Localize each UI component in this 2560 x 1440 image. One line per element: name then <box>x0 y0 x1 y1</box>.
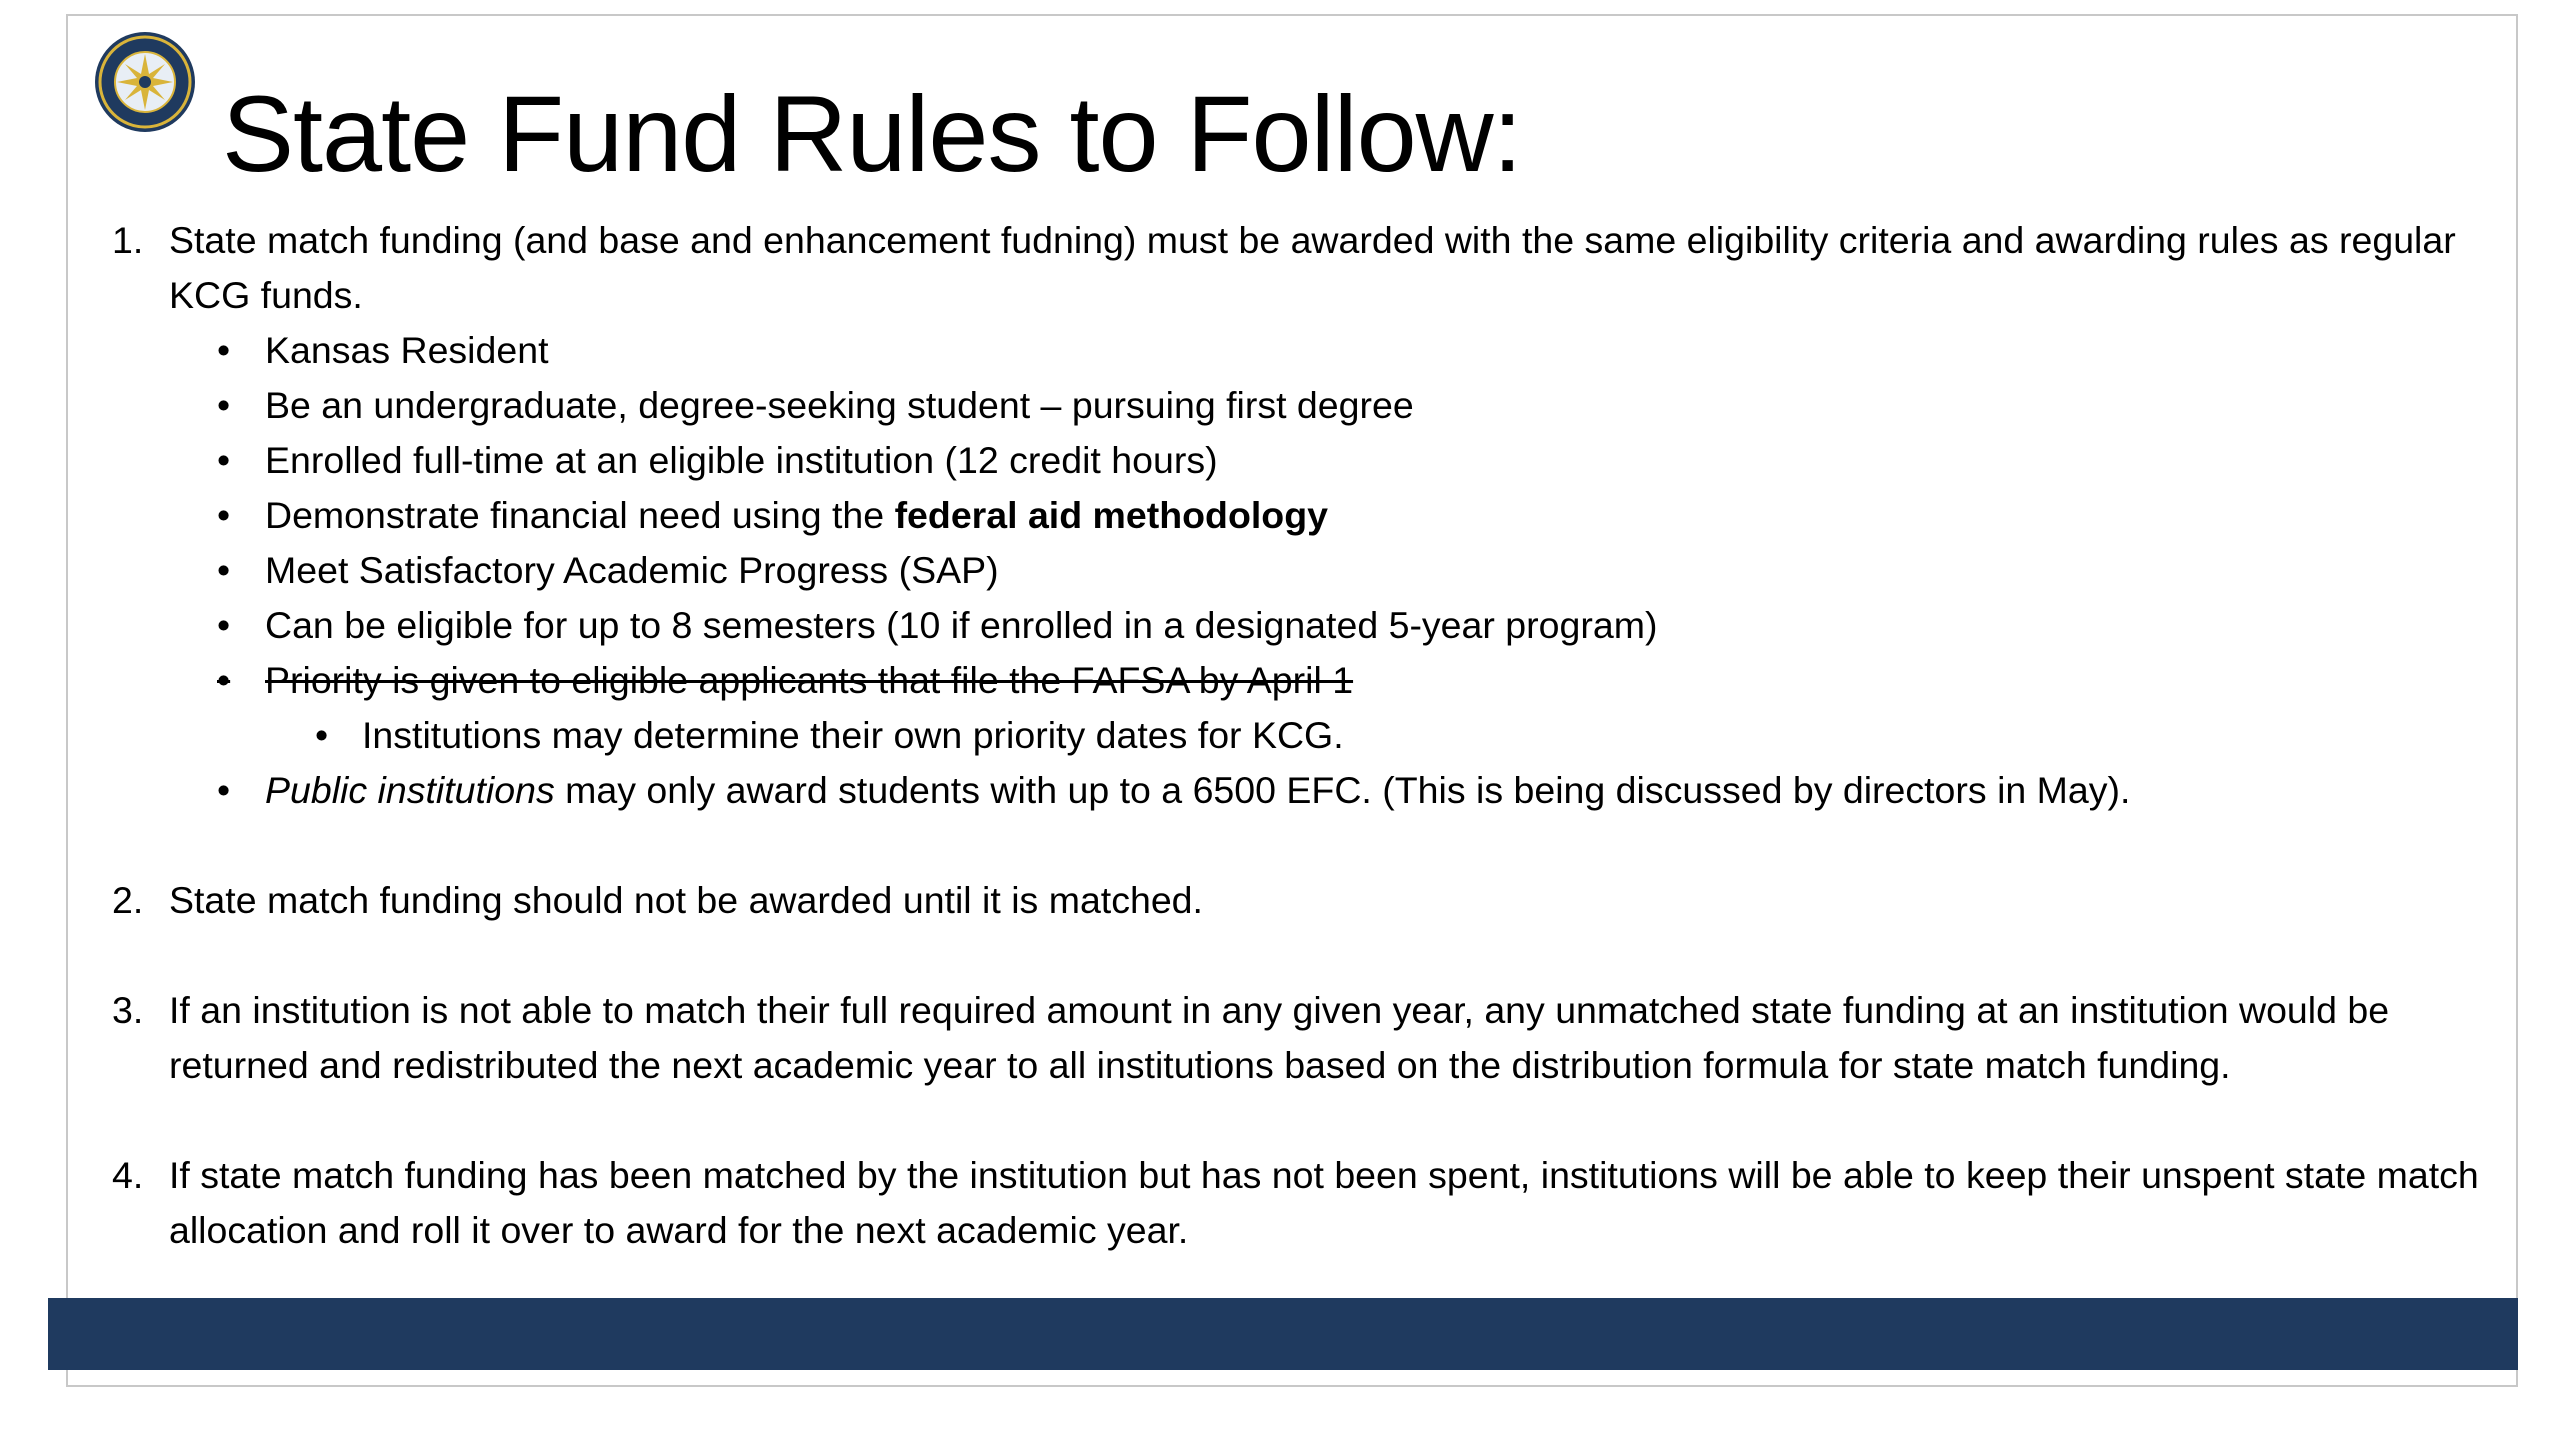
criteria-item <box>112 763 2512 818</box>
criteria-item <box>112 488 2512 543</box>
criteria-text: Be an undergraduate, degree-seeking student – pursuing first degree <box>265 384 1414 426</box>
rule-number: 3. <box>112 989 144 1031</box>
bullet-icon: • <box>217 439 231 481</box>
rule-text: State match funding should not be awarded until it is matched. <box>169 879 1203 921</box>
bullet-icon: • <box>217 494 231 536</box>
rule-item <box>112 983 2512 1093</box>
rule-text: If state match funding has been matched by the institution but has not been spent, institutions will be able to keep their unspent state match allocation and roll it over to award for the next academic year. <box>169 1154 2479 1251</box>
bullet-icon: • <box>217 659 231 701</box>
bullet-icon: • <box>217 329 231 371</box>
board-of-regents-seal-icon <box>93 30 197 134</box>
rule-number: 2. <box>112 879 144 921</box>
slide-title: State Fund Rules to Follow: <box>222 73 1522 194</box>
criteria-emphasis: federal aid methodology <box>894 494 1328 536</box>
criteria-subitem <box>112 708 2512 763</box>
rule-item <box>112 873 2512 928</box>
bullet-icon: • <box>217 549 231 591</box>
eligibility-criteria-list <box>112 323 2512 818</box>
footer-band <box>48 1298 2518 1370</box>
criteria-item <box>112 543 2512 598</box>
criteria-item <box>112 598 2512 653</box>
criteria-text: Can be eligible for up to 8 semesters (10 if enrolled in a designated 5-year program) <box>265 604 1658 646</box>
bullet-icon: • <box>315 714 329 756</box>
criteria-text: Kansas Resident <box>265 329 549 371</box>
rule-text: State match funding (and base and enhancement fudning) must be awarded with the same eligibility criteria and awarding rules as regular KCG funds. <box>169 219 2456 316</box>
criteria-item-struck <box>112 653 2512 708</box>
criteria-text: Institutions may determine their own priority dates for KCG. <box>362 714 1344 756</box>
criteria-item <box>112 323 2512 378</box>
criteria-item <box>112 378 2512 433</box>
bullet-icon: • <box>217 604 231 646</box>
criteria-text: Demonstrate financial need using the <box>265 494 895 536</box>
rule-item <box>112 213 2512 323</box>
rule-number: 1. <box>112 219 144 261</box>
rule-item <box>112 1148 2512 1258</box>
criteria-text: Meet Satisfactory Academic Progress (SAP) <box>265 549 999 591</box>
criteria-text: may only award students with up to a 6500 EFC. (This is being discussed by directors in May). <box>554 769 2131 811</box>
rule-text: If an institution is not able to match their full required amount in any given year, any unmatched state funding at an institution would be returned and redistributed the next academic year to all institutions based on the distribution formula for state match funding. <box>169 989 2390 1086</box>
criteria-text: Priority is given to eligible applicants that file the FAFSA by April 1 <box>265 659 1354 701</box>
rule-number: 4. <box>112 1154 144 1196</box>
rules-list <box>112 213 2512 1313</box>
criteria-text: Enrolled full-time at an eligible institution (12 credit hours) <box>265 439 1218 481</box>
criteria-item <box>112 433 2512 488</box>
criteria-emphasis: Public institutions <box>265 769 555 811</box>
bullet-icon: • <box>217 384 231 426</box>
bullet-icon: • <box>217 769 231 811</box>
